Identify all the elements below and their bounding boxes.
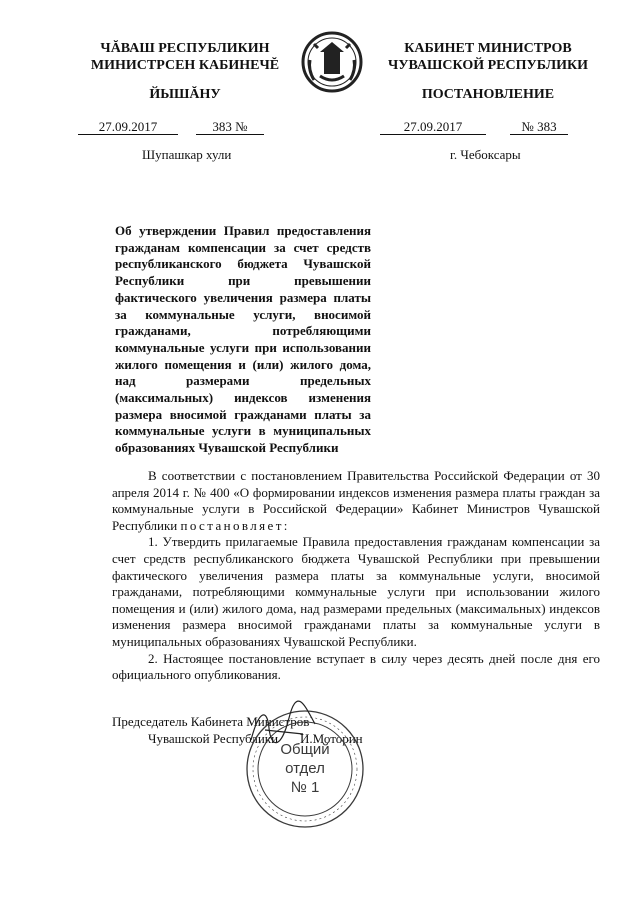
left-city: Шупашкар хули <box>142 147 232 162</box>
header-right <box>378 40 598 74</box>
stamp-line3: № 1 <box>290 779 320 796</box>
header-right-line1: КАБИНЕТ МИНИСТРОВ <box>404 41 572 56</box>
decree-word: постановляет: <box>180 517 290 533</box>
right-date: 27.09.2017 <box>380 119 486 135</box>
header-left-line1: ЧĂВАШ РЕСПУБЛИКИН <box>100 41 270 56</box>
header-right-kind: ПОСТАНОВЛЕНИЕ <box>421 87 555 102</box>
header-right-line2: ЧУВАШСКОЙ РЕСПУБЛИКИ <box>387 58 589 73</box>
handwritten-signature-icon <box>245 700 325 760</box>
document-title: Об утверждении Правил предоставления гражданам компенсации за счет средств республиканского бюджета Чувашской Республики при превышении фактического увеличения размера платы за коммунальные услуги, вносимой гражданами, потребляющими коммунальные услуги при использовании жилого помещения и (или) жилого дома, над размерами предельных (максимальных) индексов изменения размера вносимой гражданами платы за коммунальные услуги в муниципальных образованиях Чувашской Республики <box>115 223 371 456</box>
right-city: г. Чебоксары <box>450 147 521 162</box>
signature-position-line1: Председатель Кабинета Министров <box>112 714 310 729</box>
intro-paragraph <box>112 468 600 534</box>
item-2: 2. Настоящее постановление вступает в силу через десять дней после дня его официального опубликования. <box>112 650 600 683</box>
intro-text: В соответствии с постановлением Правительства Российской Федерации от 30 апреля 2014 г. № 400 «О формировании индексов изменения размера платы граждан за коммунальные услуги в Российской Федерации» Кабинет Министров Чувашской Республики <box>112 468 600 533</box>
chuvash-emblem-icon <box>300 30 364 94</box>
item-1: 1. Утвердить прилагаемые Правила предоставления гражданам компенсации за счет средств республиканского бюджета Чувашской Республики при превышении фактического увеличения размера платы за коммунальные услуги, вносимой гражданами, потребляющими коммунальные услуги при использовании жилого помещения и (или) жилого дома, над размерами предельных (максимальных) индексов изменения размера вносимой гражданами платы за коммунальные услуги в муниципальных образованиях Чувашской Республики. <box>112 534 600 649</box>
document-body <box>112 468 600 684</box>
signature-name: И.Моторин <box>300 731 363 746</box>
header-left <box>80 40 290 74</box>
stamp-line2: отдел <box>285 760 325 777</box>
signature-position-line2: Чувашской Республики <box>148 731 279 746</box>
left-date: 27.09.2017 <box>78 119 178 135</box>
header-left-line2: МИНИСТРСЕН КАБИНЕЧĔ <box>90 58 280 73</box>
header-left-kind: ЙЫШĂНУ <box>149 87 221 102</box>
stamp-line1: Общий <box>280 741 330 758</box>
left-number: 383 № <box>196 119 264 135</box>
right-number: № 383 <box>510 119 568 135</box>
